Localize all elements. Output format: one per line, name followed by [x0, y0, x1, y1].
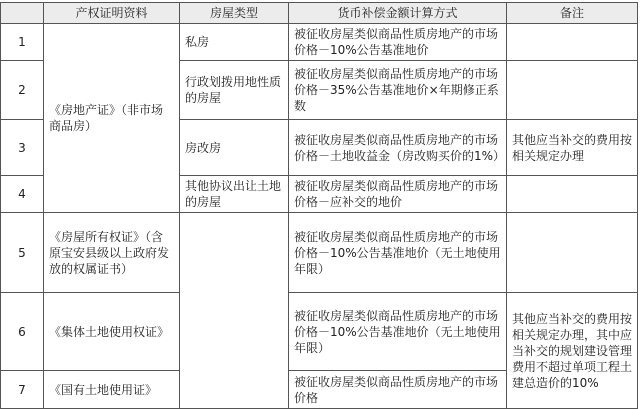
table-row	[1, 293, 638, 371]
type-cell: 私房	[180, 24, 289, 61]
header-type: 房屋类型	[180, 3, 289, 24]
note-cell-empty	[507, 176, 638, 213]
note-cell-empty	[507, 61, 638, 120]
table-row	[1, 24, 638, 61]
calc-cell: 被征收房屋类似商品性质房地产的市场价格－10%公告基准地价	[289, 24, 507, 61]
row-number: 6	[1, 293, 44, 371]
calc-cell: 被征收房屋类似商品性质房地产的市场价格	[289, 371, 507, 409]
calc-cell: 被征收房屋类似商品性质房地产的市场价格－10%公告基准地价（无土地使用年限）	[289, 213, 507, 293]
calc-cell: 被征收房屋类似商品性质房地产的市场价格－应补交的地价	[289, 176, 507, 213]
row-number: 7	[1, 371, 44, 409]
calc-cell: 被征收房屋类似商品性质房地产的市场价格－35%公告基准地价×年期修正系数	[289, 61, 507, 120]
header-row	[1, 3, 638, 24]
type-cell: 其他协议出让土地的房屋	[180, 176, 289, 213]
row-number: 5	[1, 213, 44, 293]
header-no	[1, 3, 44, 24]
header-cert: 产权证明资料	[44, 3, 180, 24]
note-cell: 其他应当补交的费用按相关规定办理，其中应当补交的规划建设管理费用不超过单项工程土建总造价的10%	[507, 293, 638, 409]
row-number: 1	[1, 24, 44, 61]
calc-cell: 被征收房屋类似商品性质房地产的市场价格－10%公告基准地价（无土地使用年限）	[289, 293, 507, 371]
cert-cell: 《房屋所有权证》（含原宝安县级以上政府发放的权属证书）	[44, 213, 180, 293]
cert-cell: 《国有土地使用证》	[44, 371, 180, 409]
header-calc: 货币补偿金额计算方式	[289, 3, 507, 24]
type-cell: 行政划拨用地性质的房屋	[180, 61, 289, 120]
cert-cell: 《集体土地使用权证》	[44, 293, 180, 371]
note-cell-empty	[507, 24, 638, 61]
note-cell: 其他应当补交的费用按相关规定办理	[507, 120, 638, 176]
table-row	[1, 213, 638, 293]
type-cell-empty	[180, 213, 289, 409]
row-number: 3	[1, 120, 44, 176]
compensation-table	[0, 2, 638, 409]
calc-cell: 被征收房屋类似商品性质房地产的市场价格－土地收益金（房改购买价的1%）	[289, 120, 507, 176]
cert-cell: 《房地产证》（非市场商品房）	[44, 24, 180, 213]
note-cell-empty	[507, 213, 638, 293]
row-number: 4	[1, 176, 44, 213]
header-note: 备注	[507, 3, 638, 24]
type-cell: 房改房	[180, 120, 289, 176]
row-number: 2	[1, 61, 44, 120]
